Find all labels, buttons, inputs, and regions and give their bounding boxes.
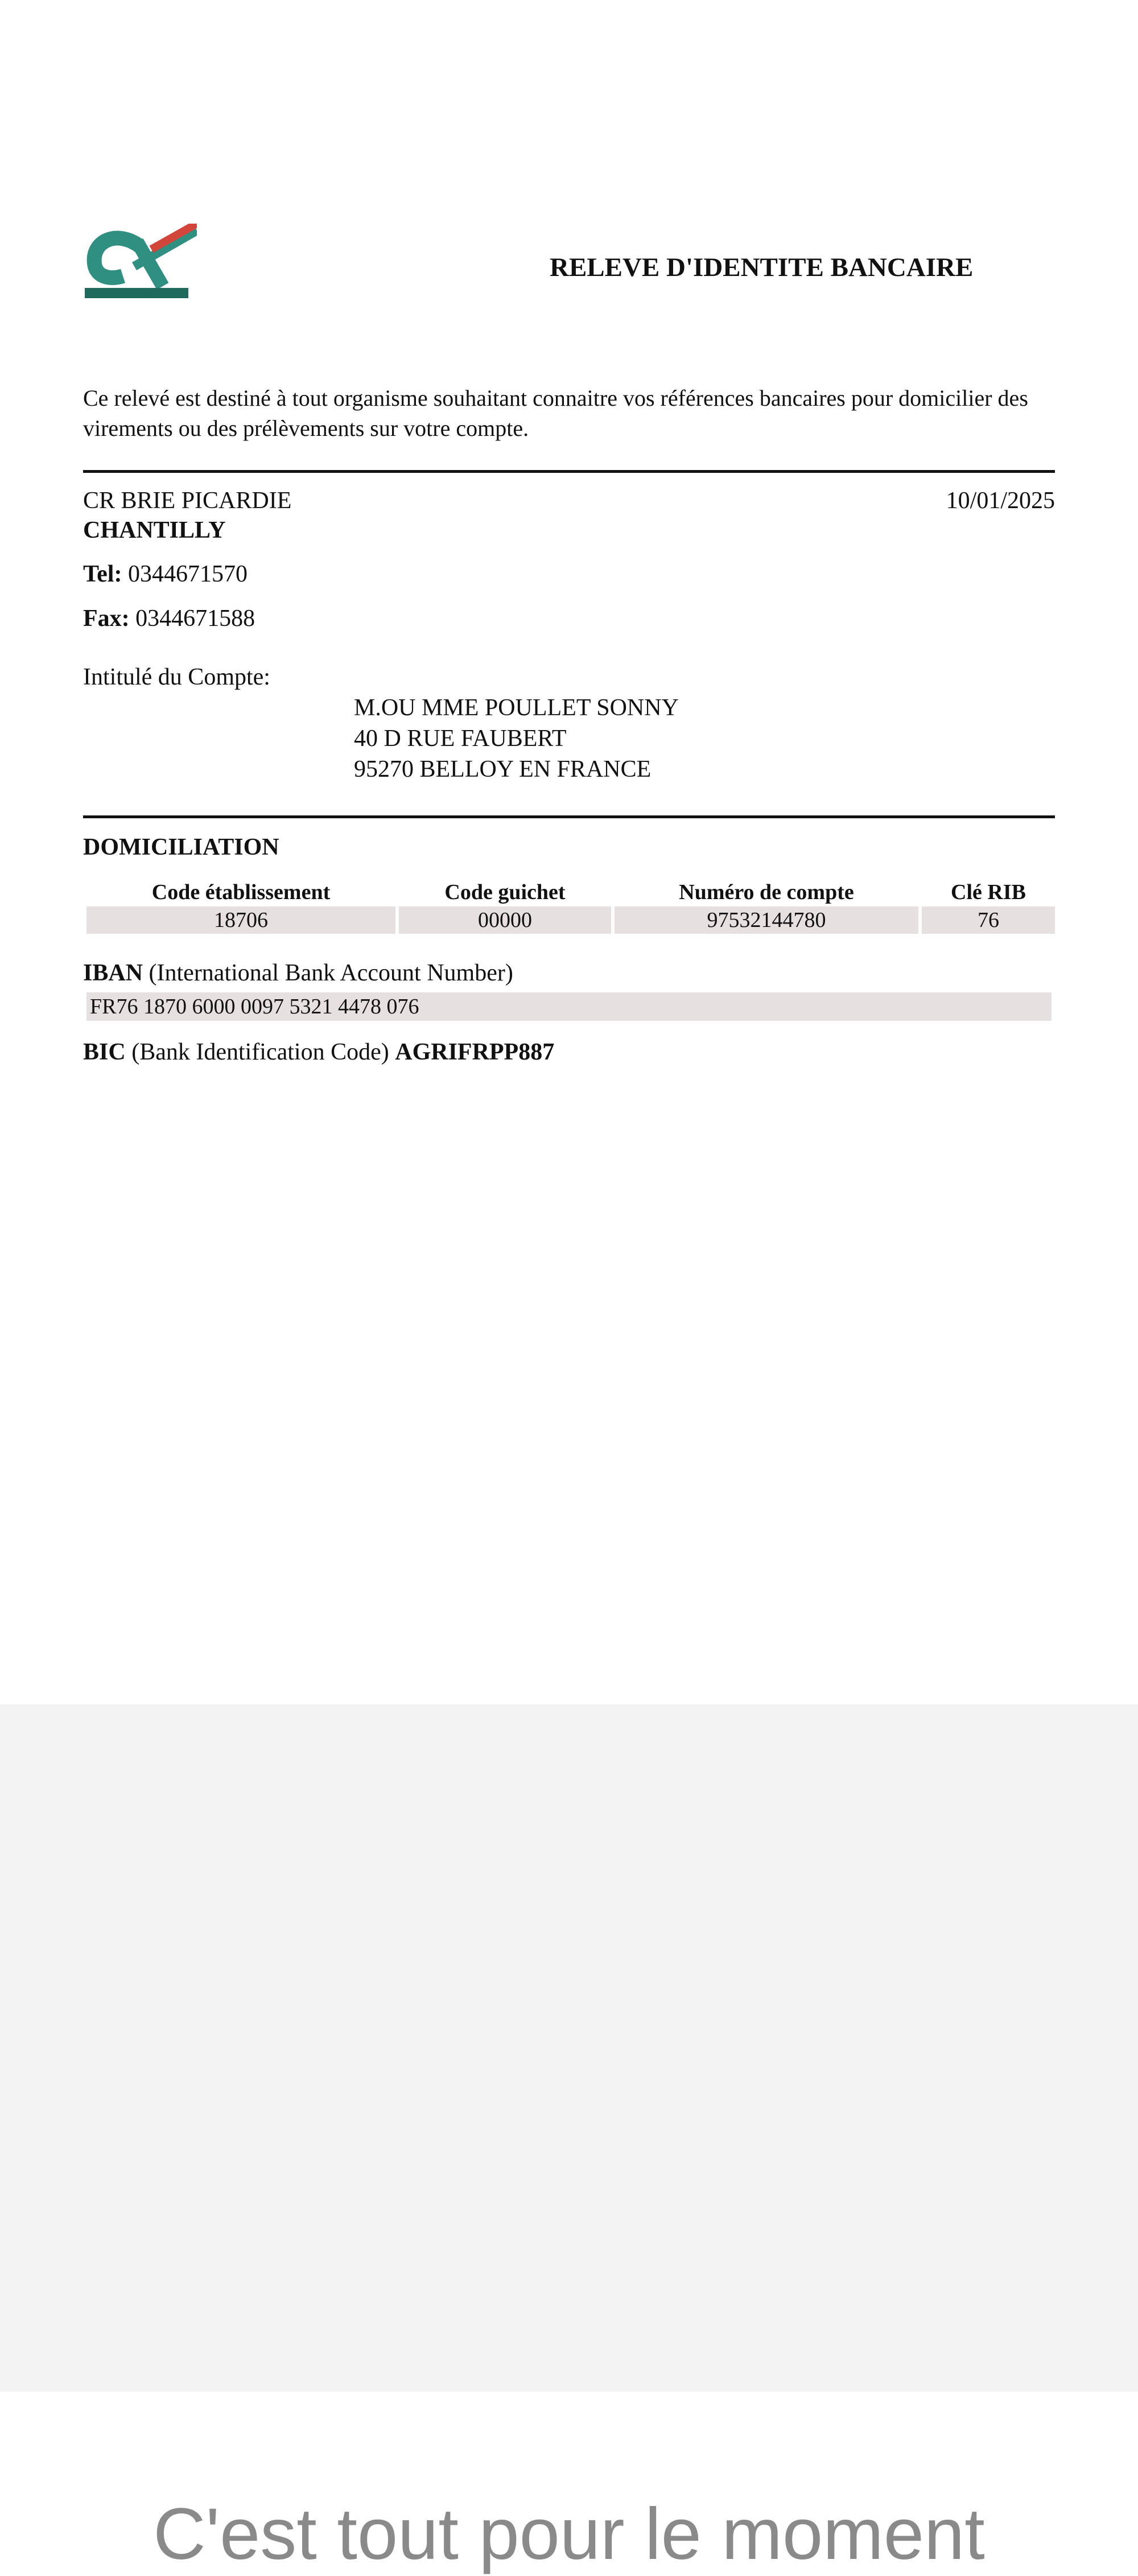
header-code-guichet: Code guichet bbox=[444, 880, 566, 904]
header-cle-rib: Clé RIB bbox=[951, 880, 1026, 904]
bank-name: CR BRIE PICARDIE bbox=[83, 488, 292, 514]
iban-label-line bbox=[83, 959, 513, 987]
holder-name: M.OU MME POULLET SONNY bbox=[354, 695, 679, 721]
holder-city: 95270 BELLOY EN FRANCE bbox=[354, 756, 652, 782]
tel-label: Tel: bbox=[83, 561, 122, 587]
holder-street: 40 D RUE FAUBERT bbox=[354, 726, 567, 752]
value-cle-rib: 76 bbox=[922, 906, 1055, 934]
iban-label: IBAN bbox=[83, 960, 143, 986]
divider-top bbox=[83, 470, 1055, 473]
tel-number: 0344671570 bbox=[127, 561, 248, 587]
iban-value: FR76 1870 6000 0097 5321 4478 076 bbox=[86, 992, 1052, 1021]
rib-table bbox=[83, 878, 1058, 934]
fax-number: 0344671588 bbox=[135, 605, 255, 632]
bic-line bbox=[83, 1038, 554, 1066]
intro-text: Ce relevé est destiné à tout organisme souhaitant connaitre vos références bancaires pour domicilier des virements ou des prélèvements sur votre compte. bbox=[83, 385, 1028, 441]
document-date: 10/01/2025 bbox=[946, 488, 1055, 514]
divider-bottom bbox=[83, 815, 1055, 818]
bic-label: BIC bbox=[83, 1039, 126, 1065]
value-numero-compte: 97532144780 bbox=[615, 906, 918, 934]
tel-line bbox=[83, 560, 248, 588]
end-of-content-message: C'est tout pour le moment bbox=[153, 2493, 985, 2575]
bic-desc: (Bank Identification Code) bbox=[131, 1039, 389, 1065]
rib-header-row bbox=[86, 878, 1055, 906]
branch-name: CHANTILLY bbox=[83, 517, 226, 543]
domiciliation-title: DOMICILIATION bbox=[83, 834, 279, 860]
account-label: Intitulé du Compte: bbox=[83, 664, 270, 690]
header-code-etablissement: Code établissement bbox=[151, 880, 331, 904]
rib-value-row bbox=[86, 906, 1055, 934]
value-code-guichet: 00000 bbox=[399, 906, 611, 934]
header-numero-compte: Numéro de compte bbox=[679, 880, 854, 904]
value-code-etablissement: 18706 bbox=[86, 906, 395, 934]
bic-value: AGRIFRPP887 bbox=[395, 1039, 555, 1065]
viewer-gap bbox=[0, 1704, 1138, 2392]
fax-line bbox=[83, 605, 255, 632]
iban-desc: (International Bank Account Number) bbox=[149, 960, 513, 986]
credit-agricole-logo-icon bbox=[83, 224, 197, 303]
document-title: RELEVE D'IDENTITE BANCAIRE bbox=[550, 253, 974, 282]
account-holder bbox=[354, 693, 679, 785]
fax-label: Fax: bbox=[83, 605, 130, 632]
